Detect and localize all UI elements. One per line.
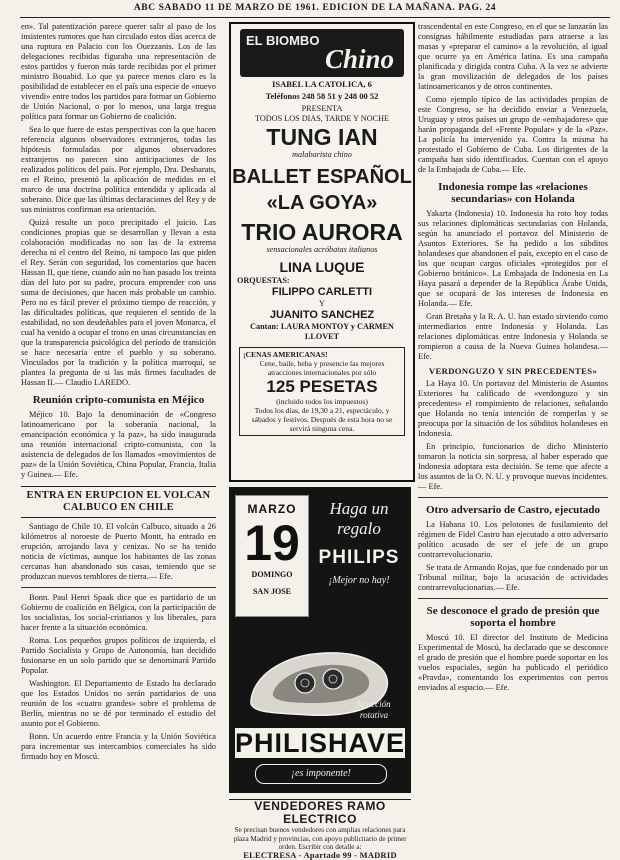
article-text: trascendental en este Congreso, en el que se lanzarán las consignas hábilmente estudiadas para atraerse a las masas y «preparar el camino» a la revolución, al igual que ocurre ya en América latina. Es una campaña planificada y dirigida contra Cuba. A la vez se advierte la gran movilización de delegados de los países latinoamericanos y de otros continentes. [418,22,608,91]
article-text: Moscú 10. El director del Instituto de Medicina Experimental de Moscú, ha declarado que se desconoce el grado de presión que el hombre puede soportar en los vuelos espaciales, según ha publicado el periódico «Pravda», comentando los experimentos con perros enviados al espacio.— Efe. [418,633,608,692]
slogan-line: ¡Mejor no hay! [328,575,390,586]
hours-note: Todos los días, de 19,30 a 21, espectáculo, y sábados y festivos. Después de esta hora no se servirá ninguna cena. [251,406,393,433]
band-sanchez: JUANITO SANCHEZ [269,309,375,321]
vendedores-text: Se precisan buenos vendedores con amplias relaciones para plaza Madrid y provincias, con apoyo publicitario de primer orden. Escribir con detalle a: [233,826,407,852]
price-note: (incluido todos los impuestos) [276,397,368,406]
article-text: Santiago de Chile 10. El volcán Calbuco, situado a 26 kilómetros al noroeste de Puerto Montt, ha entrado en erupción, arrojando lava y cenizas. No se ha tenido noticia de víctimas, aunque los habitantes de las zonas cercanas han abandonado sus casas, temiendo que se produzcan nuevos temblores de tierra.— Efe. [21,522,216,581]
biombo-chino-ad [229,22,415,482]
headline-castro: Otro adversario de Castro, ejecutado [425,504,601,516]
calendar-day: 19 [244,515,300,571]
logo-main-text: Chino [324,44,394,74]
act-desc: malabarista chino [292,150,352,159]
article-text: La Habana 10. Los pelotones de fusilamiento del régimen de Fidel Castro han ejecutado a otro adversario político acusado de ser el jefe de un grupo contrarrevolucionario. [418,520,608,559]
article-text: Gran Bretaña y la R. A. U. han estado sirviendo como intermediarios entre Indonesia y Holanda. Las relaciones diplomáticas entre Indonesia y Holanda se rompieron a causa de la Nueva Guinea holandesa.— Efe. [418,312,608,361]
brief-item: Bonn. Un acuerdo entre Francia y la Unión Soviética para incrementar sus intercambios comerciales ha sido firmado hoy en Moscú. [21,732,216,761]
presenta-label: PRESENTA [301,104,343,113]
philishave-logo: PHILISHAVE [235,728,406,758]
band-carletti: FILIPPO CARLETTI [271,286,373,298]
article-text: La Haya 10. Un portavoz del Ministerio de Asuntos Exteriores ha calificado de «verdonguzo y sin precedentes» el rompimiento de relaciones, señalando que Holanda no tenía intención de romperlas y se preocupa por la situación de los súbditos holandeses en Indonesia. [418,379,608,438]
act-tung-ian: TUNG IAN [266,124,378,150]
calendar-saint: SAN JOSE [252,587,291,596]
act-trio-aurora: TRIO AURORA [241,219,403,245]
article-text: Como ejemplo típico de las actividades propias de este Congreso, se ha decidido enviar a Venezuela, Uruguay y otros países un grupo de «embajadores» que harán propaganda del «Frente Popular» y de la «Paz». La policía ha intervenido ya. Contra la misma ha protestado el Gobierno de Cuba. Los dirigentes de la campaña han sido identificados. Cuentan con el apoyo de la Embajada de Cuba.— Efe. [418,95,608,174]
gift-slogan [313,495,405,586]
singers: Cantan: LAURA MONTOY y CARMEN LLOVET [250,322,394,341]
price: 125 PESETAS [266,377,378,396]
article-text: Sea lo que fuere de estas perspectivas con la que hacen referencia algunos observadores extranjeros, todas las hipótesis formuladas por algunos observadores extranjeros no parecen sino anticipaciones de los realizados políticos del país. Por ejemplo, Dra. Desbarats, en el Reino, presentó la aplicación de medidas en el marco de una doctrina política entendida y aplicada al soberano. Dice que las últimas declaraciones del Rey y de sus ministros confirman esa orientación. [21,125,216,214]
article-text: Se trata de Armando Rojas, que fue condenado por un Tribunal militar, bajo la acusación de actividades contrarrevolucionarias.— Efe. [418,563,608,592]
price-box [239,347,405,436]
act-lina-luque: LINA LUQUE [279,259,365,275]
vendedores-title: VENDEDORES RAMO ELECTRICO [229,799,411,826]
left-column [21,22,216,765]
brief-item: Bonn. Paul Henri Spaak dice que es partidario de un Gobierno de coalición en Bélgica, con la participación de los socialistas, los social-cristianos y los liberales, para hacer frente a la situación económica. [21,593,216,632]
logo-top-text: EL BIOMBO [246,33,320,48]
ad-phones: Teléfonos 248 58 51 y 248 00 52 [265,91,379,101]
ad-address: ISABEL LA CATOLICA, 6 [272,79,372,89]
vendedores-address: ELECTRESA - Apartado 99 - MADRID [243,850,397,860]
headline-mexico: Reunión cripto-comunista en Méjico [32,394,205,406]
article-text: Méjico 10. Bajo la denominación de «Congreso latinoamericano por la soberanía nacional, la emancipación económica y la paz», ha sido inaugurada una reunión internacional cripto-comunista, con la asistencia de delegados de los llamados «movimientos de paz» de la Unión Soviética, China Popular, Francia, Italia y Guinea.— Efe. [21,410,216,479]
imponente-slogan: ¡es imponente! [255,764,387,784]
philishave-ad [229,487,411,793]
brief-item: Washington. El Departamento de Estado ha declarado que los Estados Unidos no serán partidarios de una reunión de los «cuatro grandes» sobre el problema de Berlín, mientras no se dé por terminado el estudio del asunto por el Gobierno. [21,679,216,728]
act-desc: sensacionales acróbatas italianos [266,245,378,254]
headline-indonesia: Indonesia rompe las «relaciones secundarias» con Holanda [438,181,588,205]
page-header: ABC SABADO 11 DE MARZO DE 1961. EDICION DE LA MAÑANA. PAG. 24 [20,3,610,18]
article-text: En principio, funcionarios de dicho Ministerio tomaron la noticia sin sorpresa, al haber esperado que Indonesia adoptara esta decisión. Se teme que afecte a los asuntos de la O. N. U. y provoque nuevos incidentes.— Efe. [418,442,608,491]
subhead-verdugo: VERDONGUZO Y SIN PRECEDENTES» [428,366,598,376]
right-column [418,22,608,696]
schedule-label: TODOS LOS DIAS, TARDE Y NOCHE [255,114,389,123]
accion-label [341,699,407,721]
cenas-desc: Cene, baile, beba y presencie las mejores atracciones internacionales por sólo [259,359,385,377]
slogan-line: Haga un [329,499,389,518]
vendedores-ad [229,799,411,860]
act-ballet: BALLET ESPAÑOL [232,166,412,188]
accion-line: la acción [357,699,391,709]
article-text: en». Tal patentización parece querer salir al paso de los insistentes rumores que han circulado estos días acerca de una ruptura en Palacio con los Ouezzanis. Los de las delegaciones recibidas figuraba una representación de estos partidos y fueron más tarde recibidas por el primer ministro Bouabid. Lo que ya parece menos claro es la posibilidad de establecer en el país una especie de «nuevo vivendi» entre todos los partidos para formar un Gobierno de Unión Nacional, o por lo menos, una larga tregua política para formar un Gobierno de coalición. [21,22,216,121]
accion-line: rotativa [359,710,389,720]
headline-presion: Se desconoce el grado de presión que soporta el hombre [426,605,600,629]
article-text: Yakarta (Indonesia) 10. Indonesia ha roto hoy todas sus relaciones diplomáticas secundarias con Holanda, según ha anunciado el portavoz del Ministerio de Asuntos Exteriores. Se ha pedido a los súbditos holandeses que abandonen el país, excepto en el caso de los que ocupan cargos oficiales «protegidos por el Gobierno británico». La Embajada de Indonesia en La Haya pasará a depender de la República Árabe Unida, que se ocupará de los intereses de Indonesia en Holanda.— Efe. [418,209,608,308]
headline-volcan: ENTRA EN ERUPCION EL VOLCAN CALBUCO EN CHILE [21,486,216,518]
brief-item: Roma. Los pequeños grupos políticos de izquierda, el Partido Socialista y Grupo de Autonomía, han decidido fusionarse en un solo partido que se denominará Partido Popular. [21,636,216,675]
biombo-logo [240,29,404,77]
act-la-goya: «LA GOYA» [266,192,378,214]
slogan-line: regalo [337,519,381,538]
divider [418,497,608,498]
calendar-weekday: DOMINGO [251,570,293,579]
cenas-label: ¡CENAS AMERICANAS! [243,350,328,359]
and-label: Y [319,299,325,308]
divider [418,598,608,599]
divider [21,587,216,588]
article-text: Quizá resulte un poco precipitado el juicio. Las condiciones propias que se desarrollan y llevan a esta colaboración modificadas no son las de la extrema derecha ni el centro del Reino, ni tampoco las que piden el Rey. Serán con seguridad, los comentarios que hacen Hassan II, que tiene, cuando aún no han pasado los treinta días del luto por su padre, procura emprender con una suma de decisiones, que hacen más probable un cambio. Pero no es fácil prever el próximo tiempo de reacción, y las dificultades políticas, que requieren el sentido de la estabilidad, no son desdeñables para el joven Monarca, el cual ha venido a ocupar el trono en unas circunstancias en que la transparencia psicológica del período de transición se hace necesaria entre el pueblo y su soberano. Vinculados por la tradición y la política marroquí, se plantea la pregunta de si las más firmes facultades de Hassan II.— Claudio LAREDO. [21,218,216,387]
orquestas-label: ORQUESTAS: [237,276,290,285]
calendar-page [235,495,309,617]
calendar-month: MARZO [247,502,297,516]
philips-brand: PHILIPS [318,547,400,568]
